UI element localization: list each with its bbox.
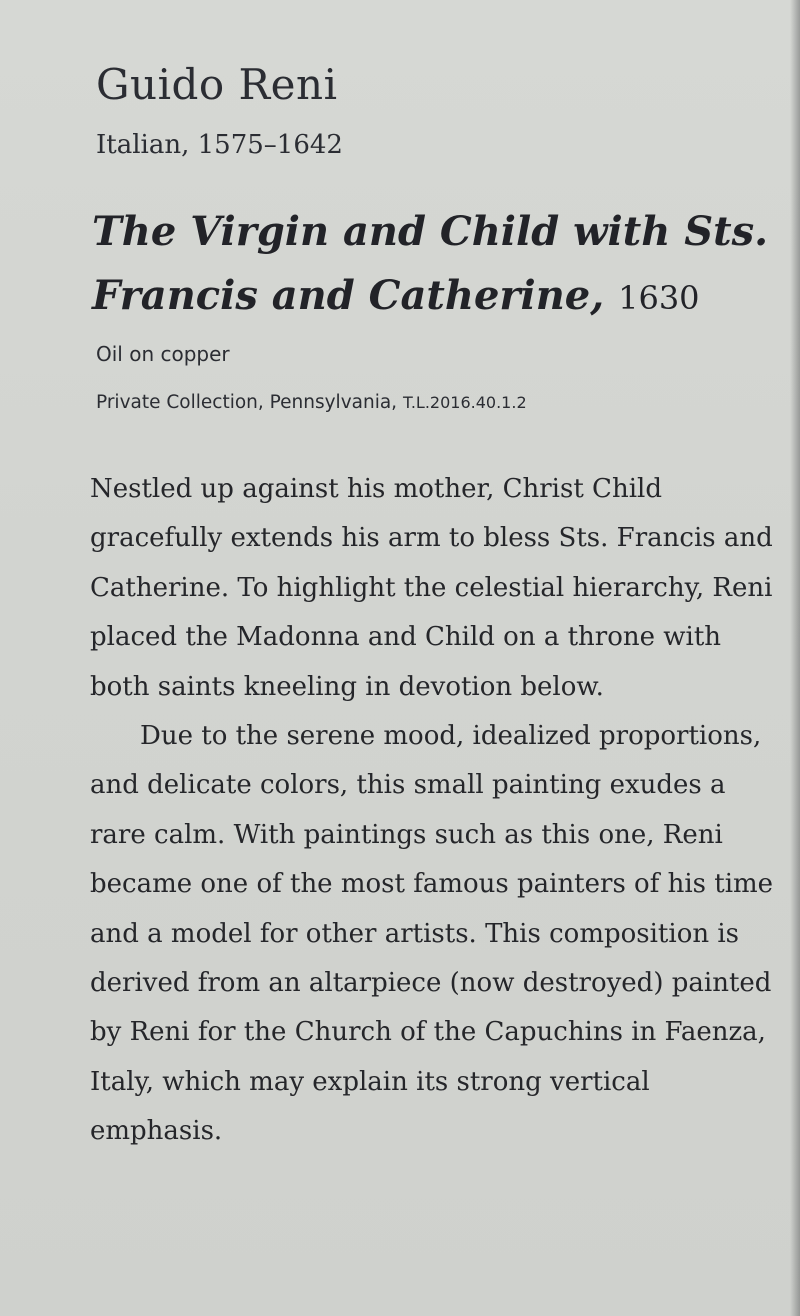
artwork-title-block [92,200,782,330]
description-paragraph-2: Due to the serene mood, idealized proportions, and delicate colors, this small painting exudes a rare calm. With paintings such as this one, Reni became one of the most famous painters of his time and a model for other artists. This composition is derived from an altarpiece (now destroyed) painted by Reni for the Church of the Capuchins in Faenza, Italy, which may explain its strong vertical emphasis. [90,721,774,1147]
label-description [90,465,780,1157]
credit-line: Private Collection, Pennsylvania, [96,392,398,413]
description-paragraph-1: Nestled up against his mother, Christ Child gracefully extends his arm to bless Sts. Francis and Catherine. To highlight the celestial hierarchy, Reni placed the Madonna and Child on a throne with both saints kneeling in devotion below. [90,474,773,702]
artwork-year: 1630 [618,279,700,317]
artist-name: Guido Reni [96,60,338,109]
artwork-medium: Oil on copper [96,342,230,366]
card-edge-shadow [790,0,800,1316]
artist-nationality-dates: Italian, 1575–1642 [96,130,343,160]
credit-line-block [96,392,527,413]
accession-number: T.L.2016.40.1.2 [402,393,527,412]
artwork-title: The Virgin and Child with Sts. Francis and Catherine, [92,208,769,319]
